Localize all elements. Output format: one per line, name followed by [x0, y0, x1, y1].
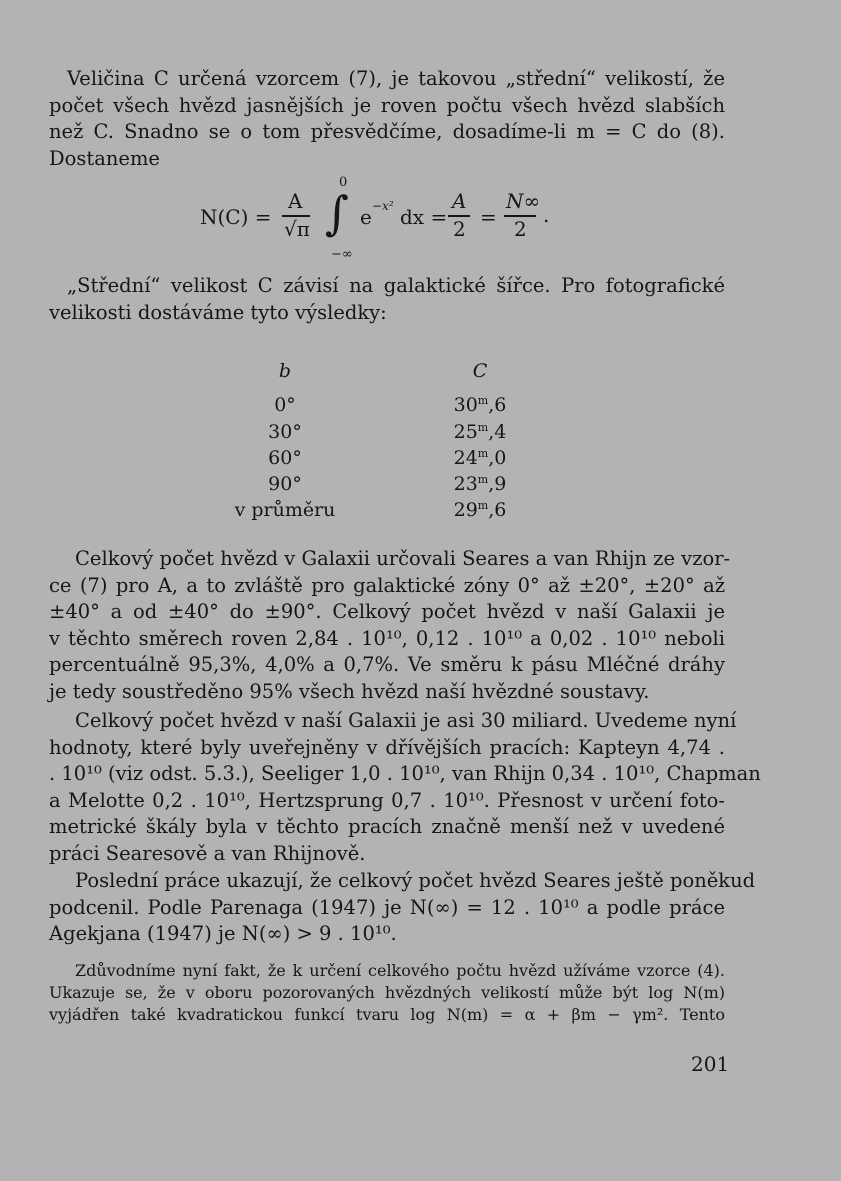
paragraph-5 — [49, 868, 756, 948]
integral-formula — [200, 175, 600, 270]
formula-dx: dx = — [400, 205, 448, 229]
text-line: ce (7) pro A, a to zvláště pro galaktické zóny 0° až ±20°, ±20° až — [49, 573, 725, 597]
table-cell-b: 0° — [274, 394, 296, 417]
table-header-c: C — [472, 360, 488, 382]
fraction3-denominator: 2 — [514, 217, 527, 241]
integral-lower-limit: −∞ — [331, 247, 353, 262]
text-line: ±40° a od ±40° do ±90°. Celkový počet hvězd v naší Galaxii je — [49, 600, 725, 623]
integrand-exponent: −x² — [372, 199, 394, 213]
formula-equals: = — [480, 205, 497, 229]
text-line: Celkový počet hvězd v Galaxii určovali Seares a van Rhijn ze vzor- — [75, 547, 731, 570]
table-cell-b: v průměru — [234, 499, 336, 522]
text-line: Poslední práce ukazují, že celkový počet hvězd Seares ještě poněkud — [75, 869, 756, 892]
table-cell-b: 30° — [268, 420, 302, 443]
paragraph-3 — [49, 546, 731, 705]
text-line: Celkový počet hvězd v naší Galaxii je asi 30 miliard. Uvedeme nyní — [75, 709, 737, 732]
table-header-b: b — [278, 360, 292, 382]
table-column-c — [430, 358, 530, 524]
fraction2-numerator: A — [452, 189, 467, 213]
text-line: percentuálně 95,3%, 4,0% a 0,7%. Ve směru k pásu Mléčné dráhy — [49, 653, 725, 676]
text-line: velikosti dostáváme tyto výsledky: — [49, 300, 387, 324]
table-cell-c: 29$^m$,6 — [453, 499, 507, 522]
text-line: hodnoty, které byly uveřejněny v dřívějších pracích: Kapteyn 4,74 . — [49, 735, 725, 759]
text-line: v těchto směrech roven 2,84 . 10¹⁰, 0,12 . 10¹⁰ a 0,02 . 10¹⁰ neboli — [49, 626, 725, 650]
table-cell-c: 30$^m$,6 — [453, 394, 507, 417]
integral-upper-limit: 0 — [339, 175, 348, 190]
text-line: Veličina C určená vzorcem (7), je takovou „střední“ velikostí, že — [67, 67, 725, 90]
table-cell-c: 23$^m$,9 — [453, 473, 507, 496]
text-line: Dostaneme — [49, 146, 160, 170]
text-line: podcenil. Podle Parenaga (1947) je N(∞) = 12 . 10¹⁰ a podle práce — [49, 895, 725, 919]
text-line: než C. Snadno se o tom přesvědčíme, dosadíme-li m = C do (8). — [49, 120, 725, 143]
formula-coef-denominator: √π — [284, 217, 310, 241]
paragraph-4 — [49, 708, 761, 867]
text-line: metrické škály byla v těchto pracích značně menší než v uvedené — [49, 815, 725, 838]
table-cell-c: 25$^m$,4 — [453, 420, 507, 443]
integrand-base: e — [360, 205, 372, 229]
paragraph-2 — [49, 273, 725, 326]
table-cell-b: 90° — [268, 473, 302, 496]
table-cell-c: 24$^m$,0 — [453, 446, 507, 469]
formula-lhs: N(C) = — [200, 205, 272, 229]
text-line: Agekjana (1947) je N(∞) > 9 . 10¹⁰. — [49, 922, 397, 945]
formula-period: . — [543, 203, 550, 227]
page-number: 201 — [691, 1052, 730, 1076]
text-line: a Melotte 0,2 . 10¹⁰, Hertzsprung 0,7 . 10¹⁰. Přesnost v určení foto- — [49, 788, 725, 812]
integral-sign: ∫ — [325, 186, 349, 240]
table-column-b — [215, 358, 355, 524]
text-line: Zdůvodníme nyní fakt, že k určení celkového počtu hvězd užíváme vzorce (4). — [75, 961, 725, 980]
text-line: „Střední“ velikost C závisí na galaktické šířce. Pro fotografické — [67, 274, 725, 297]
text-line: práci Searesově a van Rhijnově. — [49, 841, 366, 865]
paragraph-6-small-print — [49, 960, 725, 1026]
text-line: . 10¹⁰ (viz odst. 5.3.), Seeliger 1,0 . 10¹⁰, van Rhijn 0,34 . 10¹⁰, Chapman — [49, 762, 761, 785]
text-line: vyjádřen také kvadratickou funkcí tvaru log N(m) = α + βm − γm². Tento — [49, 1005, 725, 1024]
fraction3-numerator: N∞ — [506, 189, 541, 213]
text-line: je tedy soustředěno 95% všech hvězd naší hvězdné soustavy. — [49, 679, 650, 703]
paragraph-1 — [49, 66, 725, 172]
formula-coef-numerator: A — [288, 189, 303, 213]
text-line: počet všech hvězd jasnějších je roven počtu všech hvězd slabších — [49, 93, 725, 117]
table-cell-b: 60° — [268, 446, 302, 469]
fraction2-denominator: 2 — [453, 217, 466, 241]
text-line: Ukazuje se, že v oboru pozorovaných hvězdných velikostí může být log N(m) — [49, 983, 725, 1002]
